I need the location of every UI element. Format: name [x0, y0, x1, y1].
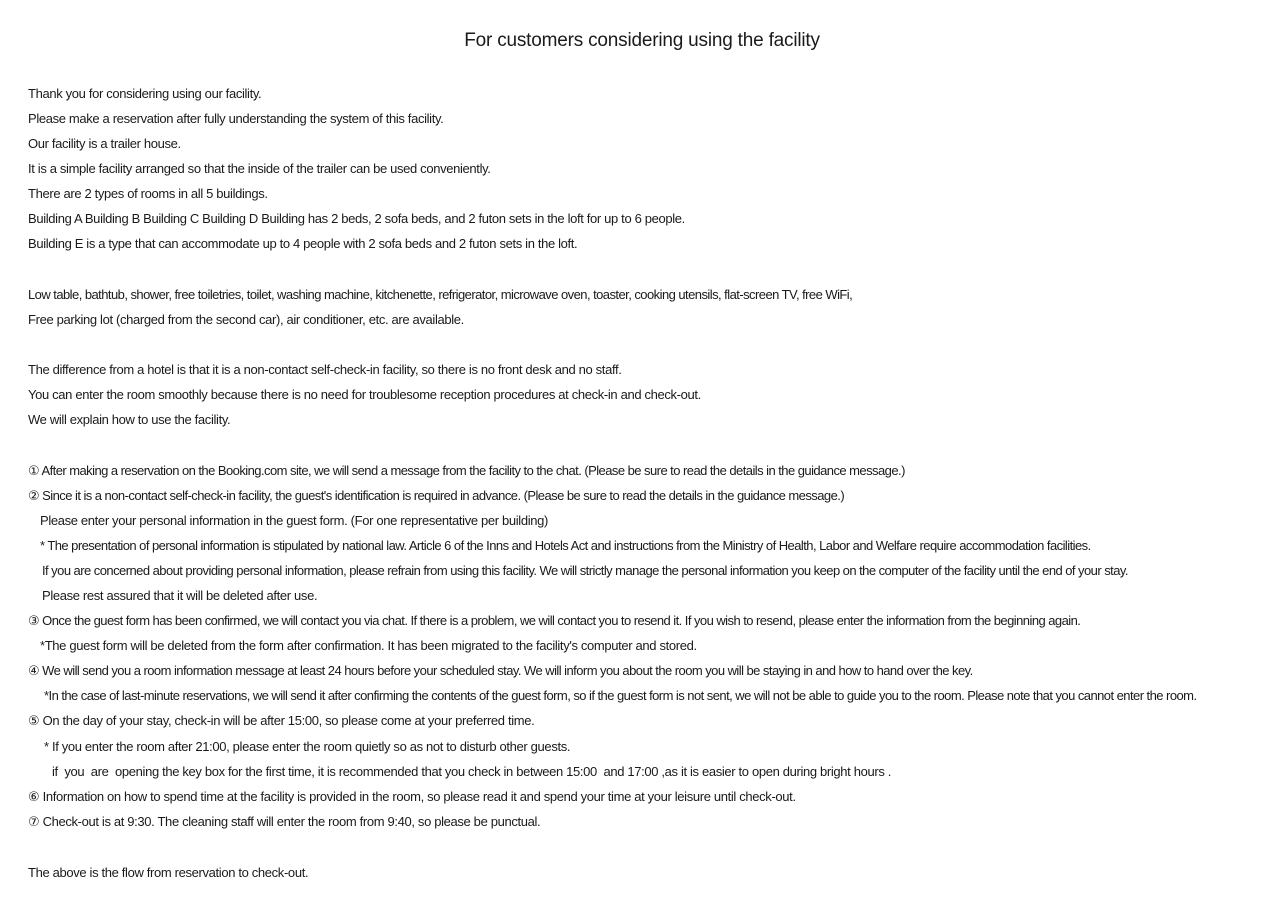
step-note-line: if you are opening the key box for the first time, it is recommended that you check in between 15:00 and 17:00 ,as it is easier to open during bright hours .	[52, 764, 891, 779]
step-line: ④ We will send you a room information message at least 24 hours before your scheduled stay. We will inform you about the room you will be staying in and how to hand over the key.	[28, 663, 973, 678]
difference-line: We will explain how to use the facility.	[28, 412, 231, 427]
step-line: ① After making a reservation on the Booking.com site, we will send a message from the facility to the chat. (Please be sure to read the details in the guidance message.)	[28, 463, 905, 478]
step-line: ⑦ Check-out is at 9:30. The cleaning staff will enter the room from 9:40, so please be punctual.	[28, 814, 541, 829]
amenities-line: Low table, bathtub, shower, free toiletries, toilet, washing machine, kitchenette, refrigerator, microwave oven, toaster, cooking utensils, flat-screen TV, free WiFi,	[28, 287, 853, 302]
intro-line: It is a simple facility arranged so that the inside of the trailer can be used conveniently.	[28, 161, 491, 176]
step-line: ⑤ On the day of your stay, check-in will be after 15:00, so please come at your preferred time.	[28, 713, 535, 728]
intro-line: There are 2 types of rooms in all 5 buildings.	[28, 186, 268, 201]
page-title: For customers considering using the facility	[464, 30, 820, 51]
amenities-line: Free parking lot (charged from the second car), air conditioner, etc. are available.	[28, 312, 464, 327]
step-note-line: * The presentation of personal information is stipulated by national law. Article 6 of the Inns and Hotels Act and instructions from the Ministry of Health, Labor and Welfare require accommodation facilities.	[40, 538, 1091, 553]
step-line: ⑥ Information on how to spend time at the facility is provided in the room, so please read it and spend your time at your leisure until check-out.	[28, 789, 796, 804]
difference-line: The difference from a hotel is that it is a non-contact self-check-in facility, so there is no front desk and no staff.	[28, 362, 622, 377]
step-note-line: If you are concerned about providing personal information, please refrain from using this facility. We will strictly manage the personal information you keep on the computer of the facility until the end of your stay.	[42, 563, 1128, 578]
intro-line: Building A Building B Building C Building D Building has 2 beds, 2 sofa beds, and 2 futon sets in the loft for up to 6 people.	[28, 211, 685, 226]
intro-line: Thank you for considering using our facility.	[28, 86, 262, 101]
step-line: ③ Once the guest form has been confirmed, we will contact you via chat. If there is a problem, we will contact you to resend it. If you wish to resend, please enter the information from the beginning again.	[28, 613, 1081, 628]
step-line: ② Since it is a non-contact self-check-in facility, the guest's identification is required in advance. (Please be sure to read the details in the guidance message.)	[28, 488, 845, 503]
intro-line: Our facility is a trailer house.	[28, 136, 181, 151]
step-note-line: Please rest assured that it will be deleted after use.	[42, 588, 318, 603]
step-note-line: * If you enter the room after 21:00, please enter the room quietly so as not to disturb other guests.	[44, 739, 571, 754]
step-note-line: *In the case of last-minute reservations, we will send it after confirming the contents of the guest form, so if the guest form is not sent, we will not be able to guide you to the room. Please note that you cannot enter the room.	[44, 688, 1197, 703]
step-note-line: *The guest form will be deleted from the form after confirmation. It has been migrated to the facility's computer and stored.	[40, 638, 697, 653]
intro-line: Building E is a type that can accommodate up to 4 people with 2 sofa beds and 2 futon sets in the loft.	[28, 236, 578, 251]
step-note-line: Please enter your personal information in the guest form. (For one representative per building)	[40, 513, 548, 528]
closing-line: The above is the flow from reservation to check-out.	[28, 865, 309, 880]
difference-line: You can enter the room smoothly because there is no need for troublesome reception procedures at check-in and check-out.	[28, 387, 701, 402]
intro-line: Please make a reservation after fully understanding the system of this facility.	[28, 111, 444, 126]
